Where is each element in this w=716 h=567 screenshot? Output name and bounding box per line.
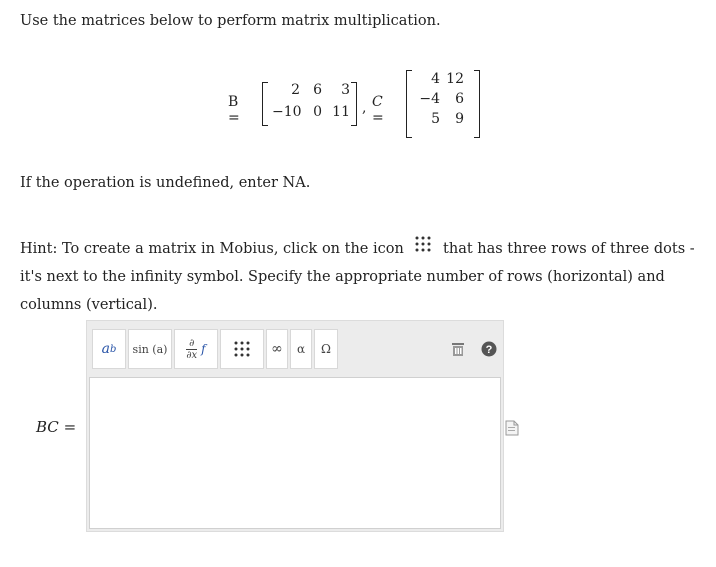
matrix-c-cell: 5 <box>431 111 440 127</box>
matrix-button[interactable] <box>220 329 264 369</box>
preview-document-icon[interactable] <box>505 420 519 440</box>
alpha-button[interactable]: α <box>290 329 312 369</box>
matrix-separator: , <box>362 100 367 116</box>
hint-after-icon: that has three rows of three dots - it's next to the infinity symbol. Specify the appropriate number of rows (horizontal) and columns (vertical). <box>20 241 695 313</box>
hint-text <box>20 235 700 319</box>
omega-button[interactable]: Ω <box>314 329 338 369</box>
matrix-c <box>414 71 464 127</box>
matrix-b-cell: 0 <box>313 104 322 120</box>
partial-derivative-button[interactable]: ∂ ∂x f <box>174 329 218 369</box>
matrix-c-right-bracket <box>474 70 480 138</box>
svg-text:?: ? <box>485 344 493 356</box>
sin-function-button[interactable]: sin (a) <box>128 329 172 369</box>
matrix-c-label: C = <box>372 94 384 126</box>
matrix-dots-icon <box>414 235 432 263</box>
matrix-c-cell: 9 <box>455 111 464 127</box>
undefined-note: If the operation is undefined, enter NA. <box>20 175 311 191</box>
matrix-b-left-bracket <box>262 82 268 126</box>
matrix-b-cell: 3 <box>341 82 350 98</box>
matrix-c-cell: 4 <box>431 71 440 87</box>
matrix-b-right-bracket <box>351 82 357 126</box>
matrix-b-cell: 11 <box>332 104 350 120</box>
answer-equals: = <box>63 418 77 436</box>
matrix-b-label: B = <box>228 94 240 126</box>
matrix-c-left-bracket <box>406 70 412 138</box>
superscript-button[interactable]: a b <box>92 329 126 369</box>
editor-toolbar <box>92 329 498 371</box>
matrix-b-cell: 6 <box>313 82 322 98</box>
matrix-b <box>272 82 350 120</box>
hint-before-icon: Hint: To create a matrix in Mobius, click on the icon <box>20 241 404 257</box>
infinity-button[interactable]: ∞ <box>266 329 288 369</box>
math-editor <box>86 320 504 532</box>
matrix-b-cell: −10 <box>272 104 302 120</box>
answer-input-area[interactable] <box>89 377 501 529</box>
question-prompt: Use the matrices below to perform matrix multiplication. <box>20 13 441 29</box>
matrix-c-cell: 12 <box>446 71 464 87</box>
help-icon[interactable] <box>481 341 497 361</box>
matrix-c-cell: −4 <box>419 91 440 107</box>
matrix-b-cell: 2 <box>291 82 300 98</box>
matrix-dots-icon <box>233 340 251 358</box>
clear-icon[interactable] <box>450 341 466 361</box>
answer-variable: BC <box>36 418 59 436</box>
answer-label <box>36 418 76 436</box>
matrix-c-cell: 6 <box>455 91 464 107</box>
